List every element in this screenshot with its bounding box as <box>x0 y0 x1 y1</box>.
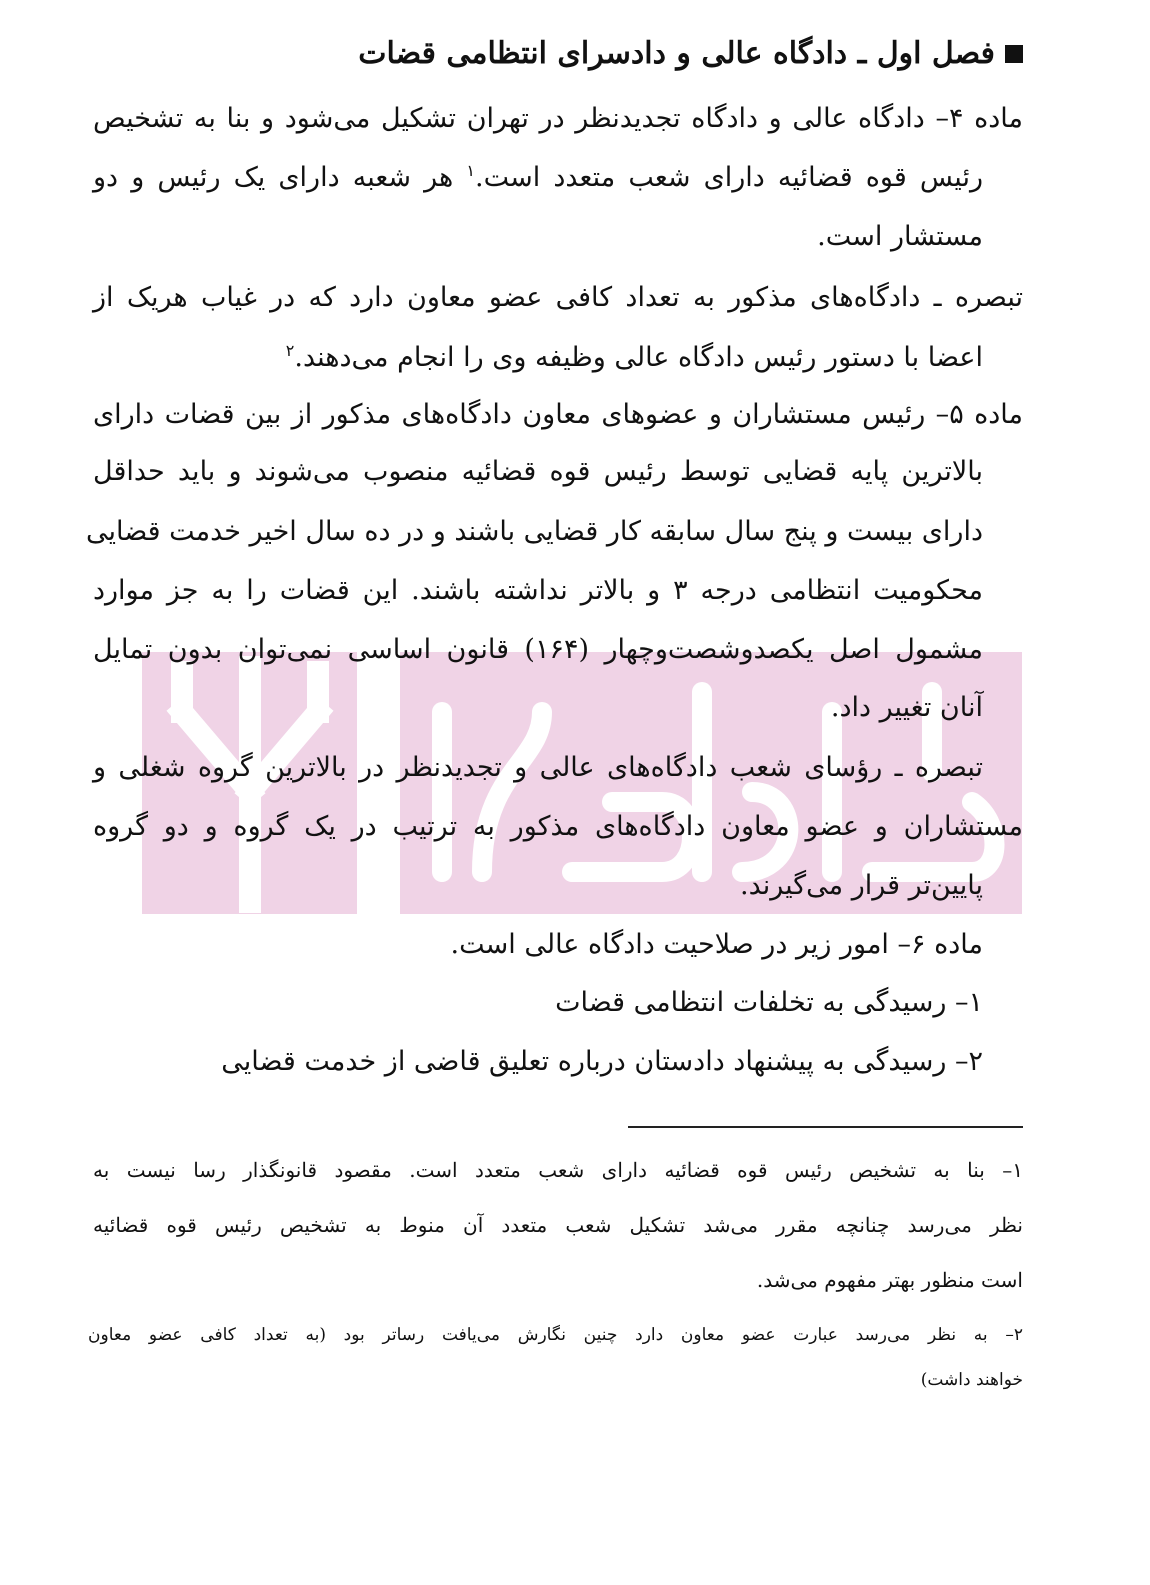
chapter-heading <box>358 36 1023 71</box>
article-4-line-1: ماده ۴– دادگاه عالی و دادگاه تجدیدنظر در تهران تشکیل می‌شود و بنا به تشخیص <box>93 103 1023 134</box>
note-1-line-2 <box>286 343 983 373</box>
article-6-item-2: ۲– رسیدگی به پیشنهاد دادستان درباره تعلیق قاضی از خدمت قضایی <box>221 1046 983 1077</box>
article-5-line-2: بالاترین پایه قضایی توسط رئیس قوه قضائیه منصوب می‌شوند و باید حداقل <box>93 456 983 487</box>
heading-bullet-icon <box>1005 45 1023 63</box>
chapter-heading-text: فصل اول ـ دادگاه عالی و دادسرای انتظامی قضات <box>358 36 995 71</box>
footnote-1-line-1: ۱– بنا به تشخیص رئیس قوه قضائیه دارای شعب متعدد است. مقصود قانونگذار رسا نیست به <box>93 1158 1023 1182</box>
article-4-line-3: مستشار است. <box>817 221 983 252</box>
article-5-line-6: آنان تغییر داد. <box>830 692 983 723</box>
footnote-1-line-2: نظر می‌رسد چنانچه مقرر می‌شد تشکیل شعب متعدد آن منوط به تشخیص رئیس قوه قضائیه <box>93 1213 1023 1237</box>
article-5-line-4: محکومیت انتظامی درجه ۳ و بالاتر نداشته باشند. این قضات را به جز موارد <box>93 575 983 606</box>
footnote-mark-1: ۱ <box>466 161 476 180</box>
article-5-line-3: دارای بیست و پنج سال سابقه کار قضایی باشند و در ده سال اخیر خدمت قضایی <box>85 516 983 547</box>
footnote-divider <box>628 1126 1023 1128</box>
article-4-line-2 <box>93 163 983 193</box>
article-4-line-2-cont: هر شعبه دارای یک رئیس و دو <box>93 162 454 193</box>
article-4-line-2-text: رئیس قوه قضائیه دارای شعب متعدد است. <box>475 162 983 193</box>
article-6-line-1: ماده ۶– امور زیر در صلاحیت دادگاه عالی است. <box>450 929 983 960</box>
note-1-line-2-text: اعضا با دستور رئیس دادگاه عالی وظیفه وی را انجام می‌دهند. <box>294 342 983 373</box>
footnote-2-line-2: خواهند داشت) <box>920 1370 1023 1390</box>
article-5-line-1: ماده ۵– رئیس مستشاران و عضوهای معاون دادگاه‌های مذکور از بین قضات دارای <box>93 399 1023 430</box>
footnote-2-line-1: ۲– به نظر می‌رسد عبارت عضو معاون دارد چنین نگارش می‌یافت رساتر بود (به تعداد کافی عضو معاون <box>88 1325 1023 1345</box>
footnote-mark-2: ۲ <box>285 341 295 360</box>
article-5-line-5: مشمول اصل یکصدوشصت‌وچهار (۱۶۴) قانون اساسی نمی‌توان بدون تمایل <box>93 634 983 665</box>
footnote-1-line-3: است منظور بهتر مفهوم می‌شد. <box>756 1268 1023 1292</box>
note-2-line-2: مستشاران و عضو معاون دادگاه‌های مذکور به ترتیب در یک گروه و دو گروه <box>93 811 1023 842</box>
note-2-line-3: پایین‌تر قرار می‌گیرند. <box>739 870 983 901</box>
article-6-item-1: ۱– رسیدگی به تخلفات انتظامی قضات <box>555 987 983 1018</box>
note-2-line-1: تبصره ـ رؤسای شعب دادگاه‌های عالی و تجدیدنظر در بالاترین گروه شغلی و <box>93 752 983 783</box>
note-1-line-1: تبصره ـ دادگاه‌های مذکور به تعداد کافی عضو معاون دارد که در غیاب هریک از <box>93 282 1023 313</box>
